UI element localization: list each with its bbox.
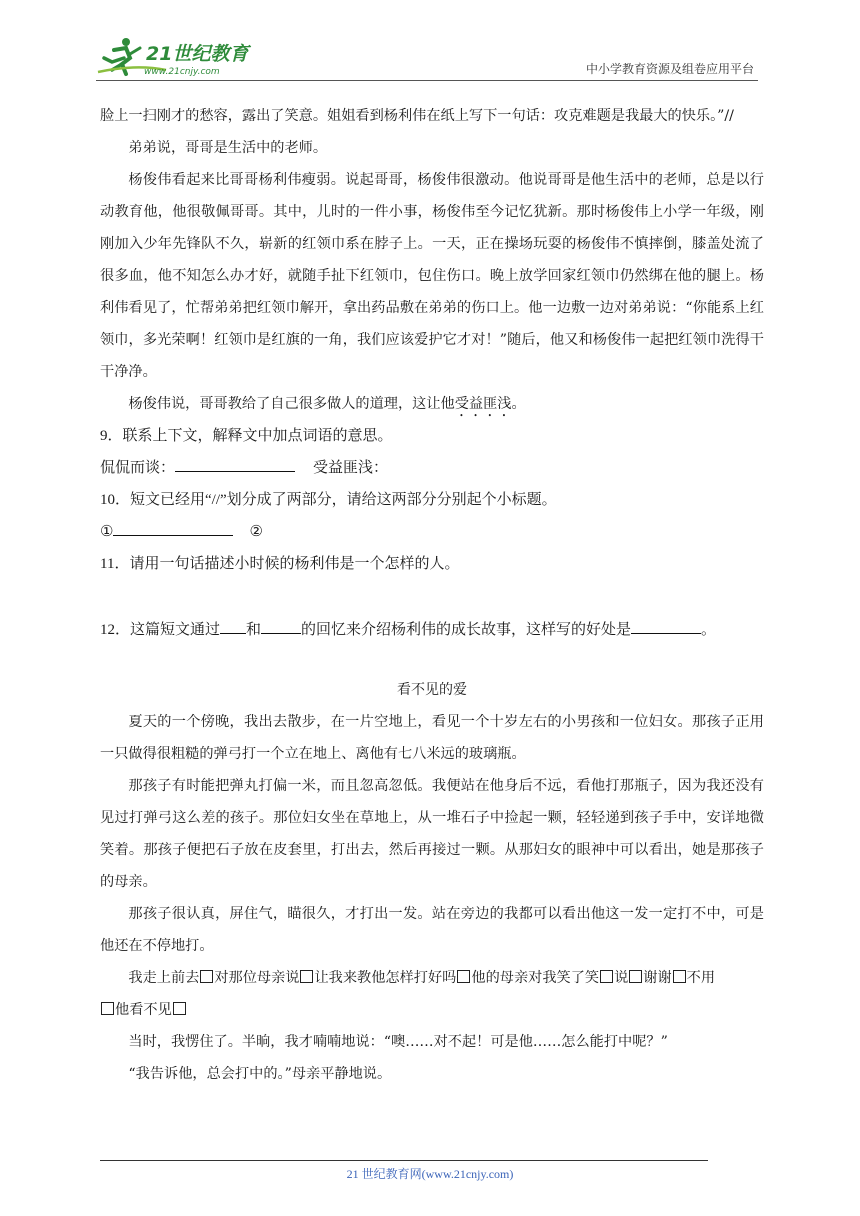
text-segment: 。 bbox=[701, 622, 717, 638]
footer-link[interactable]: 21 世纪教育网(www.21cnjy.com) bbox=[346, 1167, 514, 1181]
answer-blank[interactable] bbox=[113, 521, 233, 536]
passage-line: 弟弟说，哥哥是生活中的老师。 bbox=[128, 140, 328, 156]
punctuation-box[interactable] bbox=[600, 970, 613, 983]
passage-title: 看不见的爱 bbox=[397, 682, 467, 698]
question-11: 11．请用一句话描述小时候的杨利伟是一个怎样的人。 bbox=[100, 556, 460, 572]
punctuation-box[interactable] bbox=[200, 970, 213, 983]
header-divider bbox=[96, 80, 758, 81]
punctuation-box[interactable] bbox=[173, 1002, 186, 1015]
punctuation-box[interactable] bbox=[101, 1002, 114, 1015]
page-content bbox=[100, 100, 764, 1090]
text-segment: 的回忆来介绍杨利伟的成长故事，这样写的好处是 bbox=[301, 622, 632, 638]
answer-blank[interactable] bbox=[220, 619, 246, 634]
answer-blank[interactable] bbox=[631, 619, 701, 634]
text-segment: 让我来教他怎样打好吗 bbox=[314, 970, 457, 986]
answer-label: 侃侃而谈： bbox=[100, 460, 176, 476]
passage-paragraph: “我告诉他，总会打中的。”母亲平静地说。 bbox=[128, 1066, 392, 1082]
answer-label: 受益匪浅： bbox=[313, 460, 389, 476]
logo-text: 21世纪教育 bbox=[146, 43, 249, 65]
text-segment: 我走上前去 bbox=[128, 970, 200, 986]
punctuation-box[interactable] bbox=[300, 970, 313, 983]
text-segment: 他的母亲对我笑了笑 bbox=[471, 970, 600, 986]
passage-paragraph: 那孩子很认真，屏住气，瞄很久，才打出一发。站在旁边的我都可以看出他这一发一定打不中，可是他还在不停地打。 bbox=[100, 906, 764, 954]
answer-label: ① bbox=[100, 524, 114, 540]
text-segment: 他看不见 bbox=[115, 1002, 172, 1018]
passage-paragraph: 那孩子有时能把弹丸打偏一米，而且忽高忽低。我便站在他身后不远，看他打那瓶子，因为我还没有见过打弹弓这么差的孩子。那位妇女坐在草地上，从一堆石子中捡起一颗，轻轻递到孩子手中，安详地微笑着。那孩子便把石子放在皮套里，打出去，然后再接过一颗。从那妇女的眼神中可以看出，她是那孩子的母亲。 bbox=[100, 778, 764, 890]
text-segment: 谢谢 bbox=[643, 970, 672, 986]
answer-label: ② bbox=[249, 524, 263, 540]
passage-paragraph: 夏天的一个傍晚，我出去散步，在一片空地上，看见一个十岁左右的小男孩和一位妇女。那孩子正用一只做得很粗糙的弹弓打一个立在地上、离他有七八米远的玻璃瓶。 bbox=[100, 714, 764, 762]
answer-space[interactable] bbox=[100, 580, 764, 614]
text-segment: 杨俊伟说，哥哥教给了自己很多做人的道理，这让他 bbox=[128, 396, 455, 412]
answer-blank[interactable] bbox=[175, 457, 295, 472]
punctuation-exercise bbox=[100, 962, 764, 1026]
site-logo bbox=[96, 36, 266, 80]
text-segment: 不用 bbox=[686, 970, 716, 986]
question-12 bbox=[100, 614, 764, 646]
text-segment: 12．这篇短文通过 bbox=[100, 622, 221, 638]
question-9: 9．联系上下文，解释文中加点词语的意思。 bbox=[100, 428, 393, 444]
text-segment: 对那位母亲说 bbox=[214, 970, 300, 986]
footer-divider bbox=[100, 1160, 708, 1161]
text-segment: 说 bbox=[614, 970, 629, 986]
answer-blank[interactable] bbox=[261, 619, 301, 634]
punctuation-box[interactable] bbox=[457, 970, 470, 983]
passage-paragraph-last bbox=[100, 388, 764, 420]
question-10: 10．短文已经用“//”划分成了两部分，请给这两部分分别起个小标题。 bbox=[100, 492, 557, 508]
passage-paragraph: 杨俊伟看起来比哥哥杨利伟瘦弱。说起哥哥，杨俊伟很激动。他说哥哥是他生活中的老师，总是以行动教育他，他很敬佩哥哥。其中，儿时的一件小事，杨俊伟至今记忆犹新。那时杨俊伟上小学一年级，刚刚加入少年先锋队不久，崭新的红领巾系在脖子上。一天，正在操场玩耍的杨俊伟不慎摔倒，膝盖处流了很多血，他不知怎么办才好，就随手扯下红领巾，包住伤口。晚上放学回家红领巾仍然绑在他的腿上。杨利伟看见了，忙帮弟弟把红领巾解开，拿出药品敷在弟弟的伤口上。他一边敷一边对弟弟说：“你能系上红领巾，多光荣啊！红领巾是红旗的一角，我们应该爱护它才对！”随后，他又和杨俊伟一起把红领巾洗得干干净净。 bbox=[100, 172, 764, 380]
platform-label: 中小学教育资源及组卷应用平台 bbox=[585, 62, 754, 76]
question-9-answers bbox=[100, 452, 764, 484]
punctuation-box[interactable] bbox=[629, 970, 642, 983]
punctuation-box[interactable] bbox=[673, 970, 686, 983]
dotted-phrase: 受益匪浅 bbox=[454, 396, 512, 412]
question-10-answers bbox=[100, 516, 764, 548]
passage-paragraph: 当时，我愣住了。半晌，我才喃喃地说：“噢……对不起！可是他……怎么能打中呢？” bbox=[128, 1034, 668, 1050]
text-segment: 和 bbox=[246, 622, 262, 638]
logo-url: www.21cnjy.com bbox=[144, 67, 220, 77]
passage-line: 脸上一扫刚才的愁容，露出了笑意。姐姐看到杨利伟在纸上写下一句话：攻克难题是我最大的快乐。”// bbox=[100, 108, 734, 124]
text-segment: 。 bbox=[511, 396, 526, 412]
